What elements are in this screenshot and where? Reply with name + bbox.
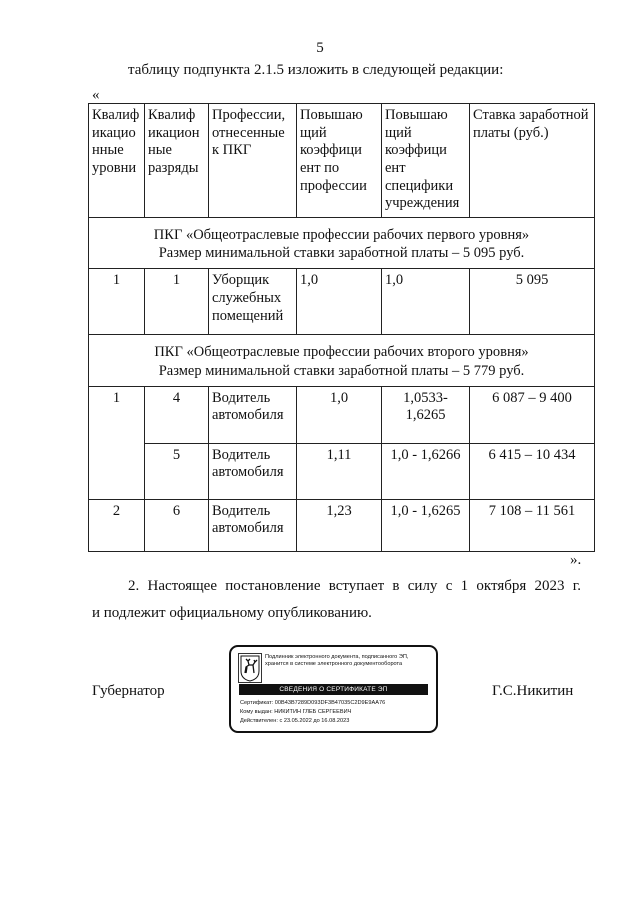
- stamp-header: Подлинник электронного документа, подписанного ЭП, хранится в системе электронного документооборота: [265, 654, 409, 667]
- group-1-title: ПКГ «Общеотраслевые профессии рабочих первого уровня»: [153, 227, 530, 244]
- cell-level: 2: [89, 499, 145, 551]
- cell-coef-profession: 1,23: [297, 499, 382, 551]
- salary-table: [88, 103, 595, 552]
- cell-grade: 1: [145, 269, 209, 335]
- cell-profession: Водитель автомобиля: [209, 386, 297, 443]
- cell-rate: 5 095: [470, 269, 595, 335]
- cell-level: 1: [89, 269, 145, 335]
- signatory-position: Губернатор: [92, 683, 165, 699]
- table-row: [89, 443, 595, 499]
- stamp-issued-to: Кому выдан: НИКИТИН ГЛЕБ СЕРГЕЕВИЧ: [240, 709, 352, 715]
- table-row: [89, 386, 595, 443]
- cell-profession: Водитель автомобиля: [209, 443, 297, 499]
- cell-coef-institution: 1,0 - 1,6266: [382, 443, 470, 499]
- stamp-certificate: Сертификат: 00B43B7289D093DF3B47035C2D9E9AA76: [240, 700, 386, 706]
- header-coef-institution: Повышаю щий коэффици ент специфики учреждения: [382, 104, 470, 218]
- stamp-valid: Действителен: с 23.05.2022 до 16.08.2023: [240, 718, 350, 724]
- header-qual-grades: Квалиф икацион ные разряды: [145, 104, 209, 218]
- paragraph-2-line-1: 2. Настоящее постановление вступает в силу с 1 октября 2023 г.: [128, 578, 581, 594]
- cell-grade: 5: [145, 443, 209, 499]
- table-row: [89, 269, 595, 335]
- table-row: [89, 499, 595, 551]
- signatory-name: Г.С.Никитин: [492, 683, 574, 699]
- electronic-signature-stamp: [229, 645, 438, 733]
- cell-coef-institution: 1,0 - 1,6265: [382, 499, 470, 551]
- header-professions: Профессии, отнесенные к ПКГ: [209, 104, 297, 218]
- stamp-bar-title: СВЕДЕНИЯ О СЕРТИФИКАТЕ ЭП: [239, 684, 428, 695]
- open-quote: «: [92, 87, 100, 103]
- header-coef-profession: Повышаю щий коэффици ент по профессии: [297, 104, 382, 218]
- cell-coef-profession: 1,11: [297, 443, 382, 499]
- cell-coef-institution: 1,0: [382, 269, 470, 335]
- table-header-row: [89, 104, 595, 218]
- cell-profession: Водитель автомобиля: [209, 499, 297, 551]
- group-row-2: [89, 335, 595, 386]
- group-2-title: ПКГ «Общеотраслевые профессии рабочих второго уровня»: [154, 344, 529, 361]
- paragraph-2-line-2: и подлежит официальному опубликованию.: [92, 605, 372, 621]
- cell-rate: 7 108 – 11 561: [470, 499, 595, 551]
- cell-coef-profession: 1,0: [297, 269, 382, 335]
- group-row-1: [89, 218, 595, 269]
- group-2-min-rate: Размер минимальной ставки заработной платы – 5 779 руб.: [158, 362, 525, 379]
- deer-emblem-icon: [238, 653, 262, 683]
- cell-rate: 6 415 – 10 434: [470, 443, 595, 499]
- cell-grade: 4: [145, 386, 209, 443]
- group-1-min-rate: Размер минимальной ставки заработной платы – 5 095 руб.: [158, 245, 525, 262]
- header-salary-rate: Ставка заработной платы (руб.): [470, 104, 595, 218]
- page-number: 5: [316, 40, 324, 56]
- header-qual-levels: Квалиф икацио нные уровни: [89, 104, 145, 218]
- cell-grade: 6: [145, 499, 209, 551]
- close-quote: ».: [570, 552, 582, 568]
- intro-text: таблицу подпункта 2.1.5 изложить в следующей редакции:: [128, 62, 504, 78]
- cell-coef-institution: 1,0533- 1,6265: [382, 386, 470, 443]
- cell-level: 1: [89, 386, 145, 499]
- cell-rate: 6 087 – 9 400: [470, 386, 595, 443]
- cell-coef-profession: 1,0: [297, 386, 382, 443]
- cell-profession: Уборщик служебных помещений: [209, 269, 297, 335]
